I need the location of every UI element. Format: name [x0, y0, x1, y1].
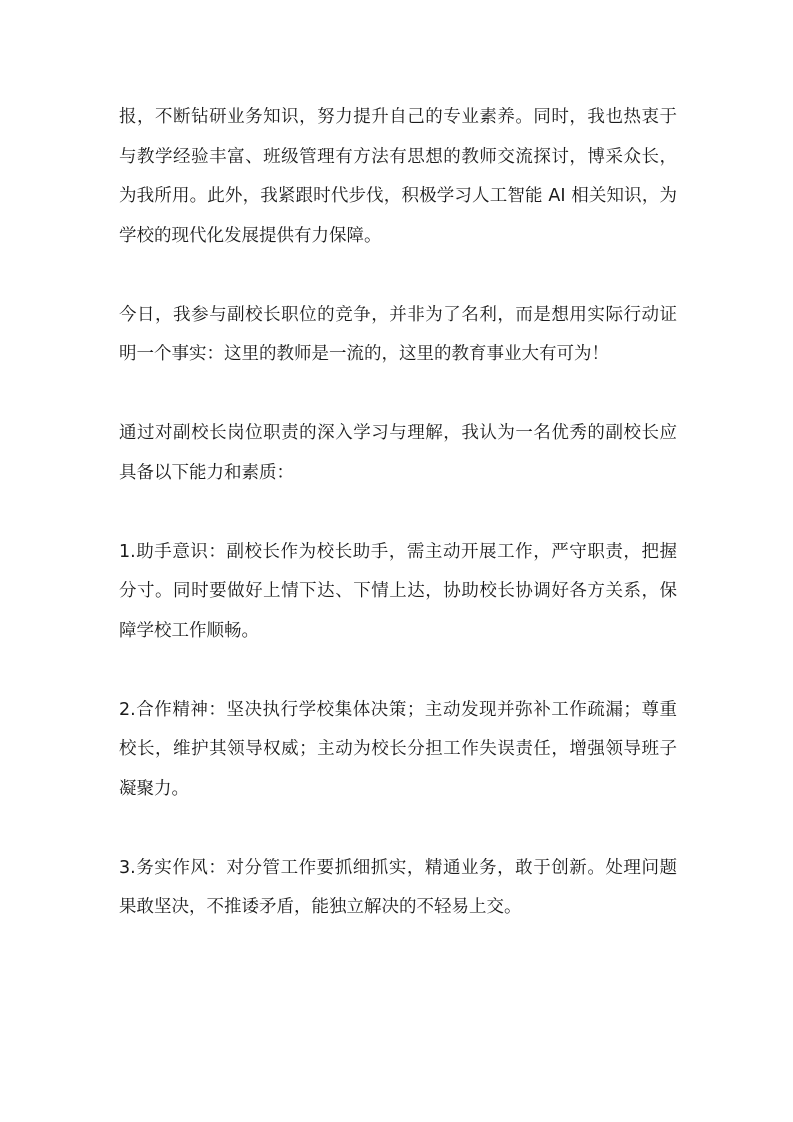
paragraph-cooperation-spirit: 2.合作精神：坚决执行学校集体决策；主动发现并弥补工作疏漏；尊重校长，维护其领导权威；主动为校长分担工作失误责任，增强领导班子凝聚力。 [119, 699, 677, 799]
paragraph-qualities-intro: 通过对副校长岗位职责的深入学习与理解，我认为一名优秀的副校长应具备以下能力和素质： [119, 423, 677, 483]
document-body [119, 98, 677, 967]
paragraph-motivation: 今日，我参与副校长职位的竞争，并非为了名利，而是想用实际行动证明一个事实：这里的教师是一流的，这里的教育事业大有可为！ [119, 304, 677, 364]
paragraph-pragmatic-style: 3.务实作风：对分管工作要抓细抓实，精通业务，敢于创新。处理问题果敢坚决，不推诿矛盾，能独立解决的不轻易上交。 [119, 857, 677, 917]
paragraph-assistant-awareness: 1.助手意识：副校长作为校长助手，需主动开展工作，严守职责，把握分寸。同时要做好上情下达、下情上达，协助校长协调好各方关系，保障学校工作顺畅。 [119, 541, 677, 641]
paragraph-self-improvement: 报，不断钻研业务知识，努力提升自己的专业素养。同时，我也热衷于与教学经验丰富、班级管理有方法有思想的教师交流探讨，博采众长，为我所用。此外，我紧跟时代步伐，积极学习人工智能 AI 相关知识，为学校的现代化发展提供有力保障。 [119, 107, 677, 246]
